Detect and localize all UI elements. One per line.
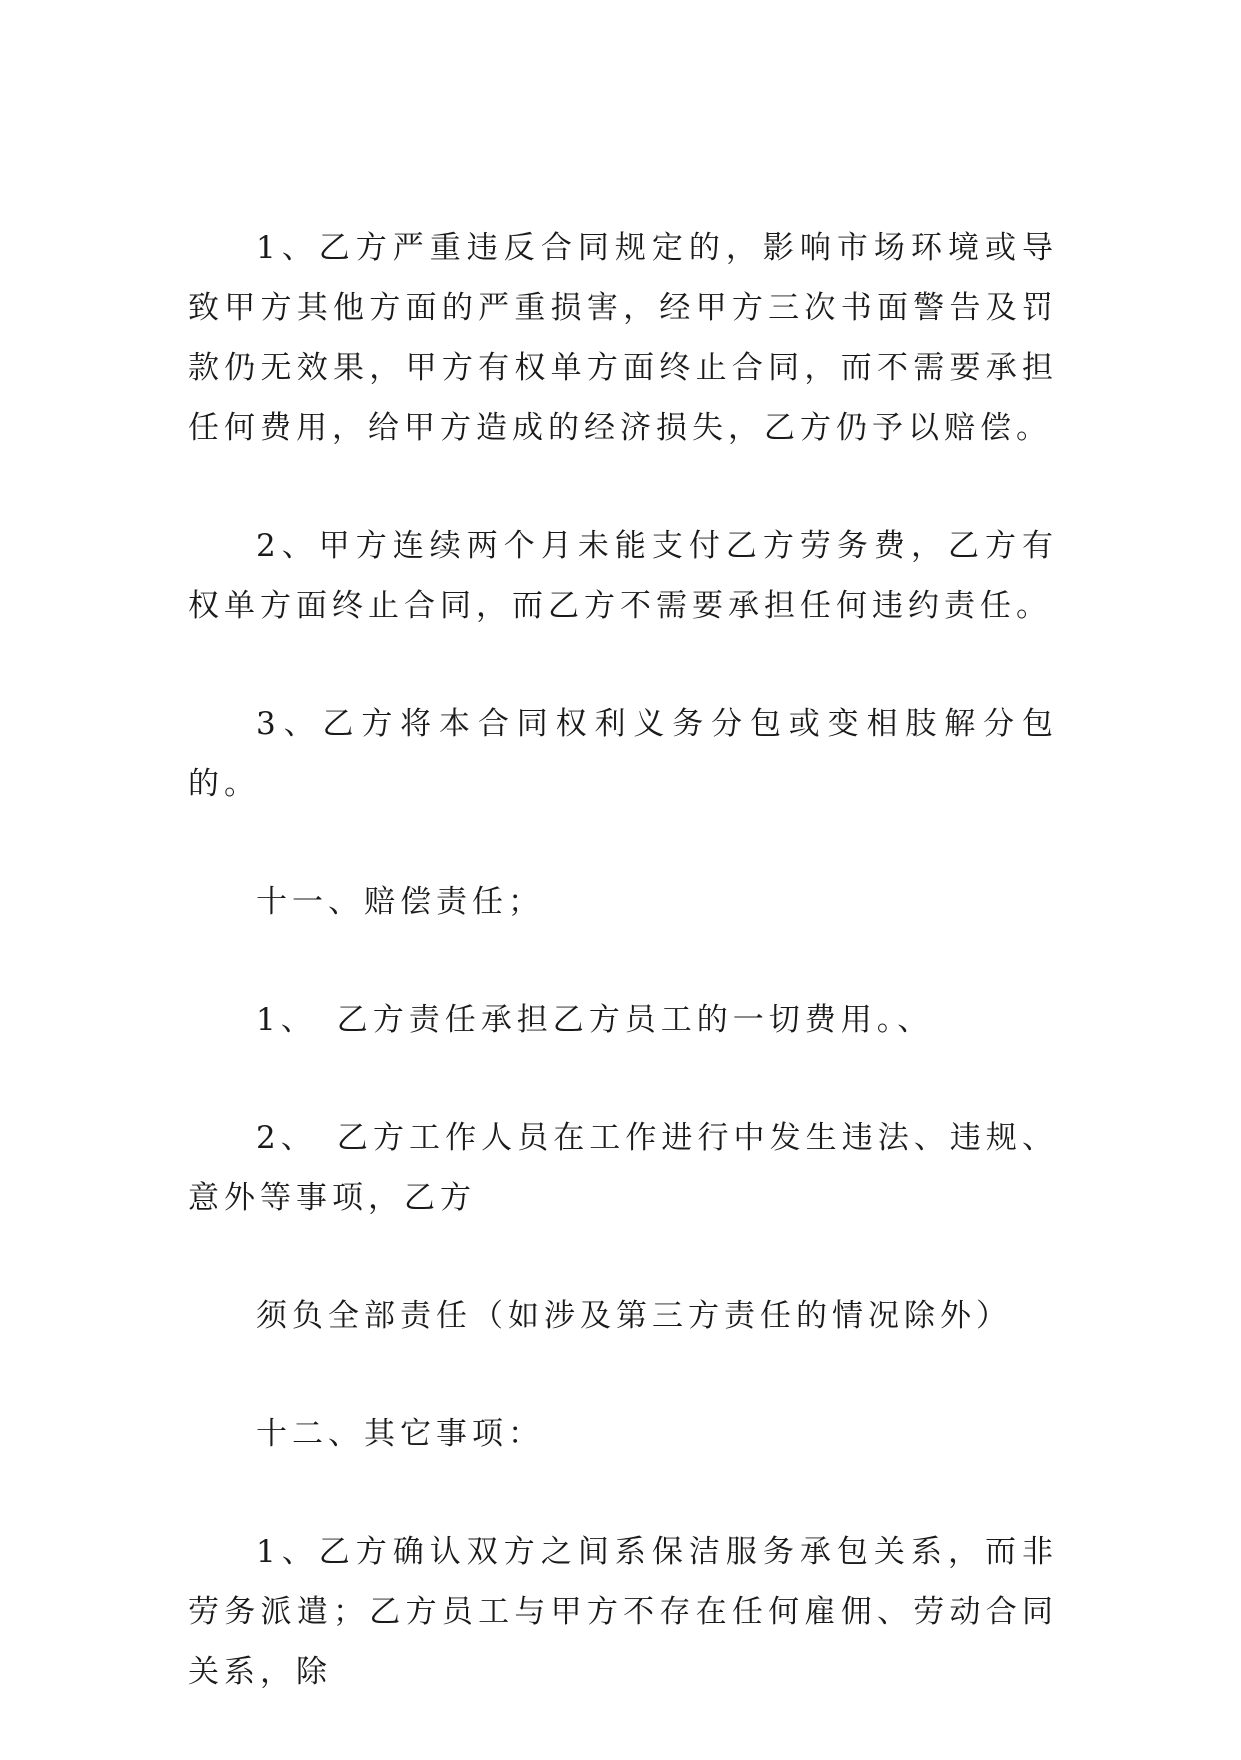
paragraph-text: 3、乙方将本合同权利义务分包或变相肢解分包的。 [188,706,1058,802]
paragraph-compensation-continuation [188,1286,1058,1346]
paragraph-compensation-clause-2 [188,1108,1058,1228]
heading-text: 十二、其它事项： [256,1416,544,1452]
paragraph-termination-clause-1 [188,218,1058,458]
paragraph-other-matters-clause-1 [188,1522,1058,1702]
heading-text: 十一、赔偿责任； [256,884,544,920]
paragraph-text: 1、乙方确认双方之间系保洁服务承包关系，而非劳务派遣；乙方员工与甲方不存在任何雇佣、劳动合同关系，除 [188,1534,1058,1690]
paragraph-text: 须负全部责任（如涉及第三方责任的情况除外） [256,1298,1012,1334]
clause-number: 1、 [256,1002,317,1038]
section-heading-compensation [188,872,1058,932]
paragraph-text: 乙方工作人员在工作进行中发生违法、违规、意外等事项，乙方 [188,1120,1058,1216]
paragraph-text: 1、乙方严重违反合同规定的，影响市场环境或导致甲方其他方面的严重损害，经甲方三次书面警告及罚款仍无效果，甲方有权单方面终止合同，而不需要承担任何费用，给甲方造成的经济损失，乙方仍予以赔偿。 [188,230,1058,446]
paragraph-text: 2、甲方连续两个月未能支付乙方劳务费，乙方有权单方面终止合同，而乙方不需要承担任何违约责任。 [188,528,1058,624]
paragraph-compensation-clause-1 [188,990,1058,1050]
section-heading-other-matters [188,1404,1058,1464]
paragraph-termination-clause-3 [188,694,1058,814]
clause-number: 2、 [256,1120,317,1156]
document-body [188,218,1058,1760]
paragraph-text: 乙方责任承担乙方员工的一切费用。、 [336,1002,934,1038]
paragraph-termination-clause-2 [188,516,1058,636]
